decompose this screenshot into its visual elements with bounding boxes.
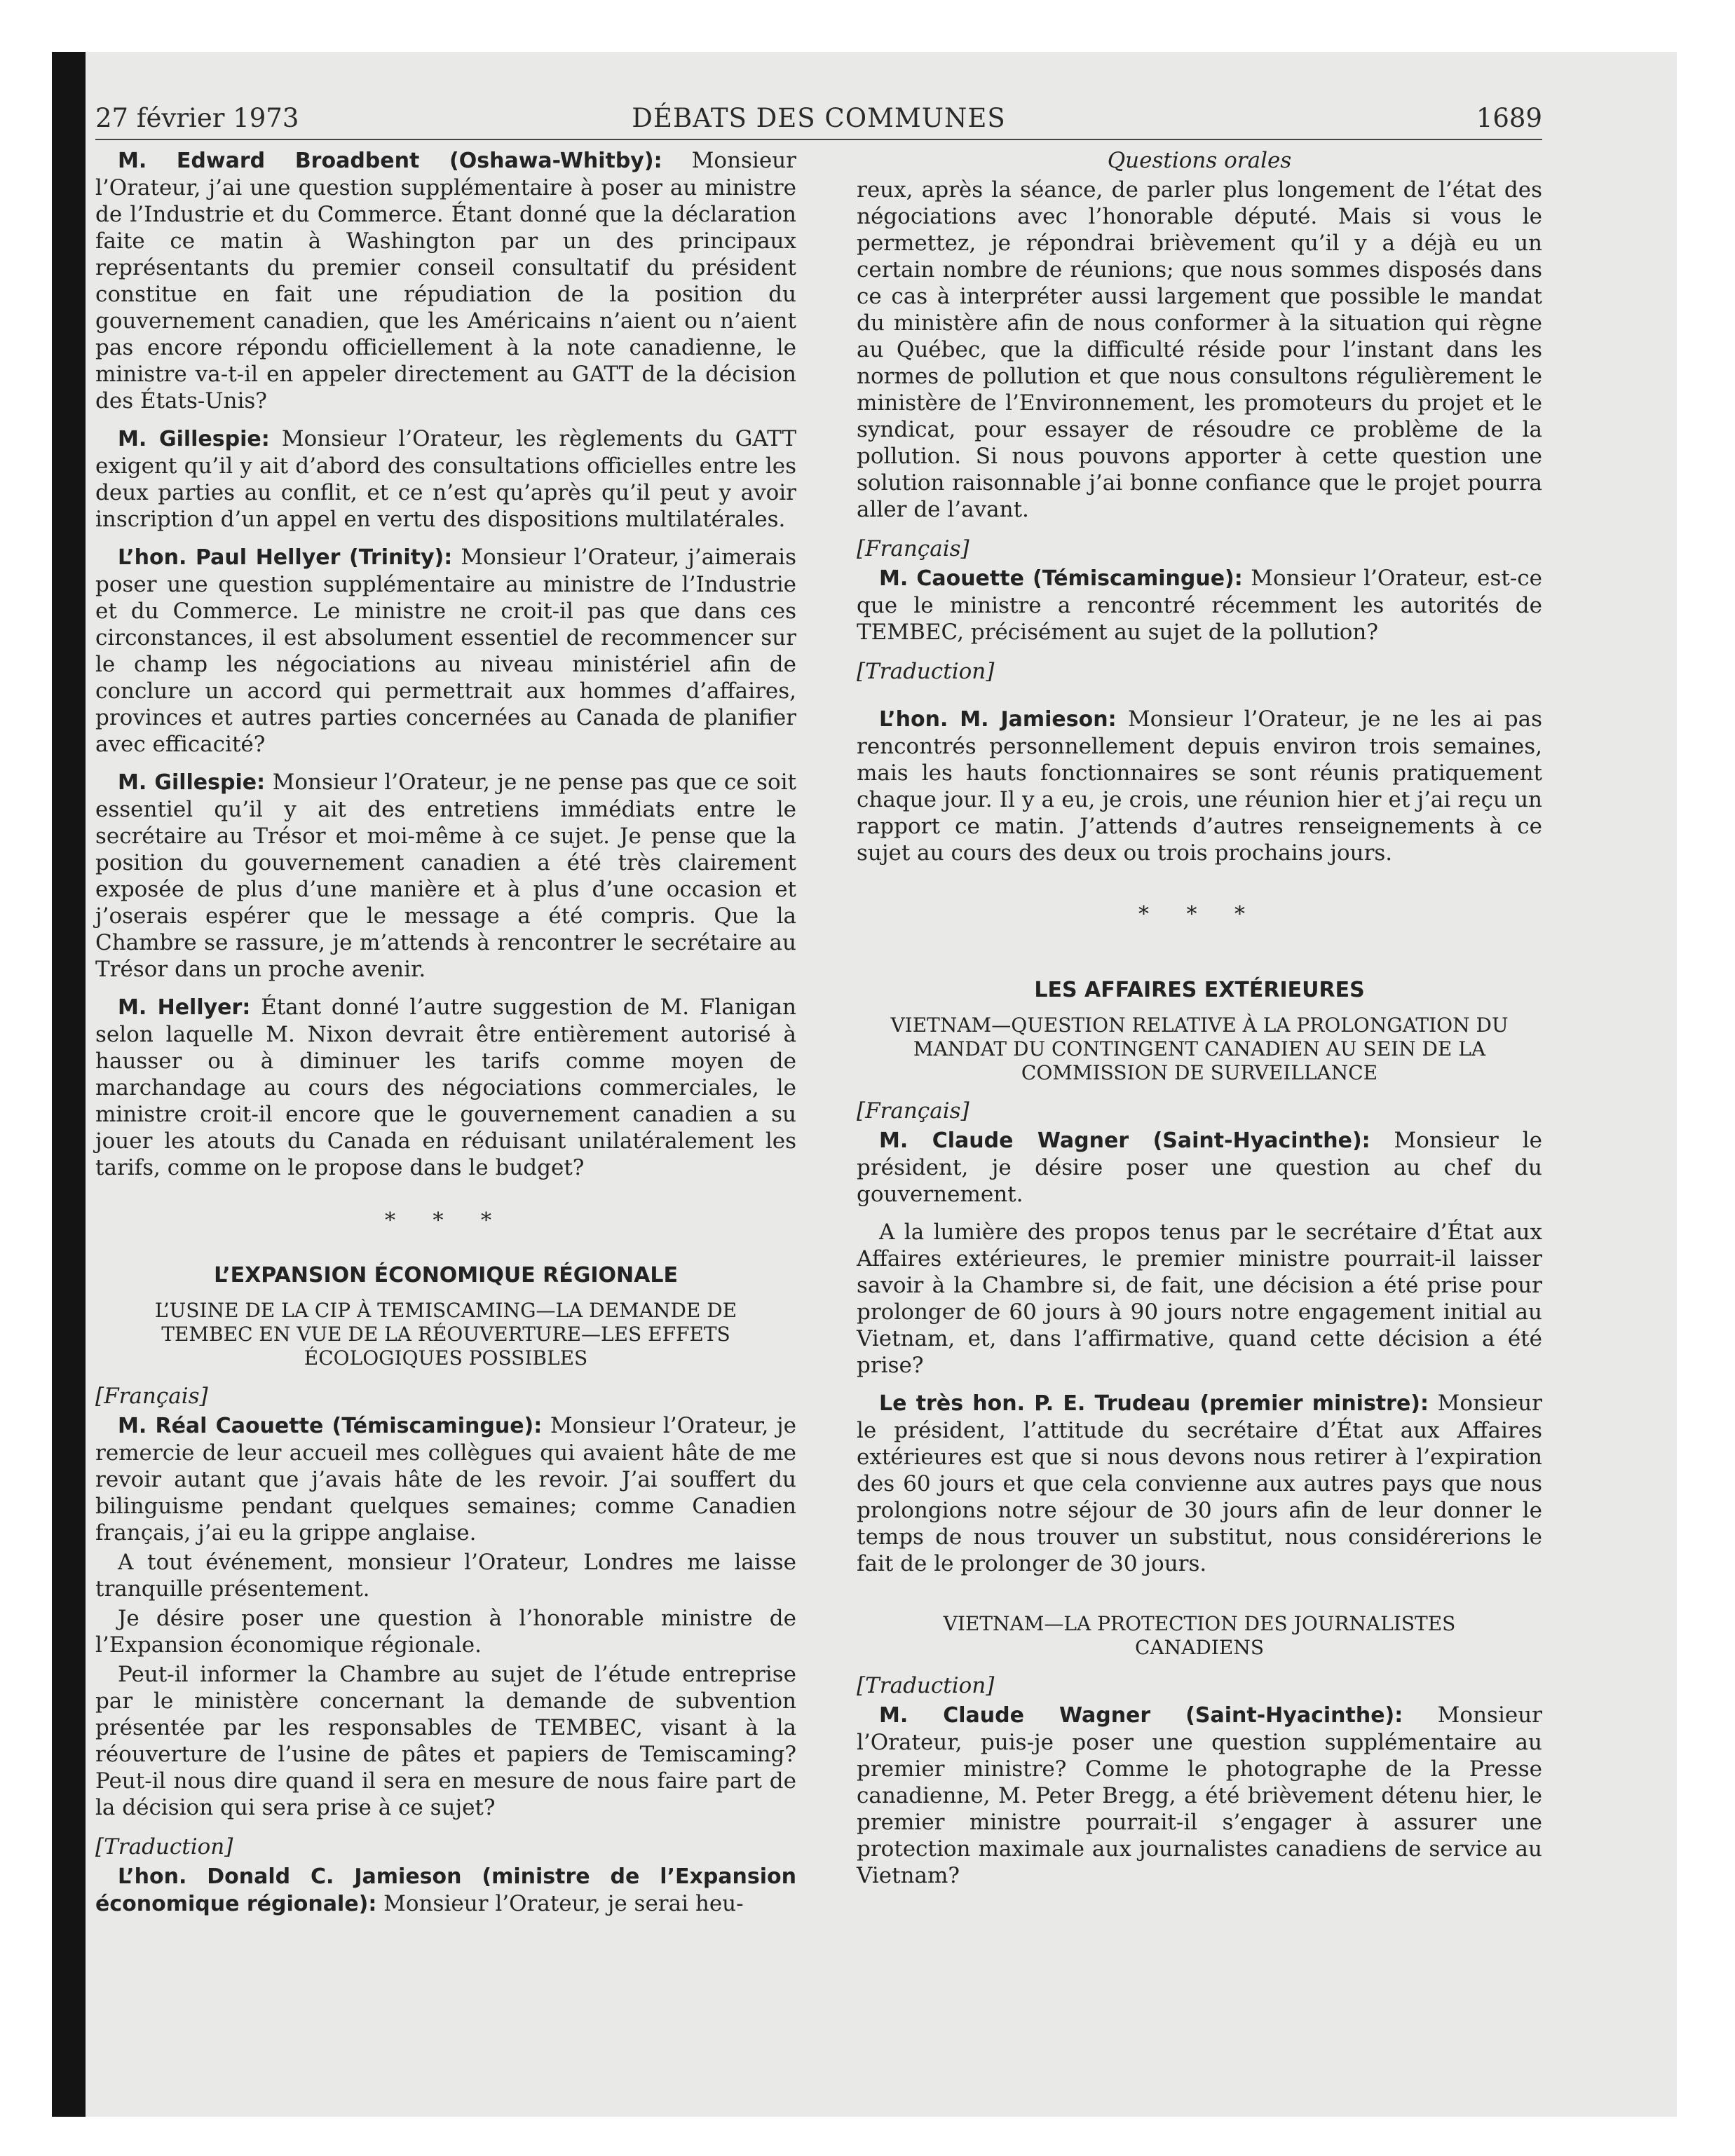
paragraph [95,1412,796,1546]
paragraph: A tout événement, monsieur l’Orateur, Londres me laisse tranquille présentement. [95,1550,796,1602]
speech-text: Monsieur l’Orateur, puis-je poser une question supplémentaire au premier ministre? Comme le photographe de la Presse canadienne, M. Peter Bregg, a été brièvement détenu hier, le premier ministre pourrait-il s’engager à assurer une protection maximale aux journalistes canadiens de service au Vietnam? [857,1703,1542,1888]
left-column [95,147,796,1929]
section-heading: LES AFFAIRES EXTÉRIEURES [1034,978,1365,1002]
language-tag: [Français] [95,1384,208,1409]
speaker-name: L’hon. Donald C. Jamieson (ministre de l’Expansion économique régionale): [95,1864,796,1916]
speech-text: Monsieur l’Orateur, est-ce que le ministre a rencontré récemment les autorités de TEMBEC, précisément au sujet de la pollution? [857,566,1542,645]
speech-text: Monsieur l’Orateur, j’ai une question supplémentaire à poser au ministre de l’Industrie et du Commerce. Étant donné que la déclaration faite ce matin à Washington par un des principaux représentants du premier conseil consultatif du président constitue en fait une répudiation de la position du gouvernement canadien, que les Américains n’aient ou n’aient pas encore répondu officiellement à la note canadienne, le ministre va-t-il en appeler directement au GATT de la décision des États-Unis? [95,148,796,414]
paragraph [857,1390,1542,1577]
speaker-name: M. Gillespie: [118,770,266,795]
header-title: DÉBATS DES COMMUNES [632,103,1006,133]
running-section-tag: Questions orales [1107,148,1292,173]
page-number: 1689 [1476,103,1542,133]
paragraph [95,544,796,758]
paragraph [95,147,796,414]
speech-text: Monsieur le président, l’attitude du secrétaire d’État aux Affaires extérieures est que si nous devons nous retirer à l’expiration des 60 jours et que cela convienne aux autres pays que nous prolongions notre séjour de 30 jours afin de leur donner le temps de nous trouver un substitut, nous considérerions le fait de le prolonger de 30 jours. [857,1391,1542,1576]
speech-text: Monsieur le président, je désire poser une question au chef du gouvernement. [857,1128,1542,1207]
sub-heading: VIETNAM—LA PROTECTION DES JOURNALISTES CANADIENS [943,1612,1456,1659]
speech-text: Monsieur l’Orateur, je serai heu- [376,1891,744,1916]
paragraph [857,1702,1542,1889]
paragraph: A la lumière des propos tenus par le secrétaire d’État aux Affaires extérieures, le premier ministre pourrait-il laisser savoir à la Chambre si, de fait, une décision a été prise pour prolonger de 60 jours à 90 jours notre engagement initial au Vietnam, et, dans l’affirmative, quand cette décision a été prise? [857,1220,1542,1378]
paragraph [857,706,1542,866]
speaker-name: L’hon. Paul Hellyer (Trinity): [118,545,453,570]
page-header [95,88,1542,140]
language-tag: [Français] [857,536,969,561]
right-column [857,147,1542,1900]
paragraph [95,425,796,533]
language-tag: [Français] [857,1098,969,1124]
speech-text: Monsieur l’Orateur, je ne pense pas que ce soit essentiel qu’il y ait des entretiens immédiats entre le secrétaire au Trésor et moi-même à ce sujet. Je pense que la position du gouvernement canadien a été très clairement exposée de plus d’une manière et à plus d’une occasion et j’oserais espérer que le message a été compris. Que la Chambre se rassure, je m’attends à rencontrer le secrétaire au Trésor dans un proche avenir. [95,770,796,982]
paragraph: Peut-il informer la Chambre au sujet de l’étude entreprise par le ministère concernant la demande de subvention présentée par les responsables de TEMBEC, visant à la réouverture de l’usine de pâtes et papiers de Temiscaming? Peut-il nous dire quand il sera en mesure de nous faire part de la décision qui sera prise à ce sujet? [95,1662,796,1820]
speaker-name: M. Hellyer: [118,995,251,1020]
speech-text: Monsieur l’Orateur, les règlements du GATT exigent qu’il y ait d’abord des consultations officielles entre les deux parties au conflit, et ce n’est qu’après qu’il peut y avoir inscription d’un appel en vertu des dispositions multilatérales. [95,426,797,532]
speaker-name: L’hon. M. Jamieson: [879,707,1117,732]
section-separator: * * * [384,1208,508,1233]
paragraph [95,1863,796,1918]
paragraph [95,994,796,1181]
paragraph: Je désire poser une question à l’honorable ministre de l’Expansion économique régionale. [95,1606,796,1658]
language-tag: [Traduction] [857,1673,995,1698]
speech-text: Monsieur l’Orateur, je remercie de leur accueil mes collègues qui avaient hâte de me revoir autant que j’avais hâte de les revoir. J’ai souffert du bilinguisme pendant quelques semaines; comme Canadien français, j’ai eu la grippe anglaise. [95,1413,796,1546]
speaker-name: M. Réal Caouette (Témiscamingue): [118,1414,543,1438]
header-date: 27 février 1973 [95,103,299,133]
speaker-name: Le très hon. P. E. Trudeau (premier ministre): [879,1391,1429,1416]
binding-edge [52,52,86,2117]
paragraph [95,769,796,983]
sub-heading: L’USINE DE LA CIP À TEMISCAMING—LA DEMANDE DE TEMBEC EN VUE DE LA RÉOUVERTURE—LES EFFETS ÉCOLOGIQUES POSSIBLES [154,1299,737,1370]
paragraph [857,1127,1542,1208]
speech-text: Étant donné l’autre suggestion de M. Flanigan selon laquelle M. Nixon devrait être entièrement autorisé à hausser ou à diminuer les tarifs comme moyen de marchandage au cours des négociations commerciales, le ministre croit-il encore que le gouvernement canadien a su jouer les atouts du Canada en réduisant unilatéralement les tarifs, comme on le propose dans le budget? [95,995,796,1180]
speech-text: Monsieur l’Orateur, j’aimerais poser une question supplémentaire au ministre de l’Industrie et du Commerce. Le ministre ne croit-il pas que dans ces circonstances, il est absolument essentiel de recommencer sur le champ les négociations au niveau ministériel afin de conclure un accord qui permettrait aux hommes d’affaires, provinces et autres parties concernées au Canada de planifier avec efficacité? [95,545,796,757]
paragraph [857,565,1542,646]
section-separator: * * * [1138,902,1261,927]
language-tag: [Traduction] [95,1834,233,1860]
speech-text: Monsieur l’Orateur, je ne les ai pas rencontrés personnellement depuis environ trois semaines, mais les hauts fonctionnaires se sont réunis pratiquement chaque jour. Il y a eu, je crois, une réunion hier et j’ai reçu un rapport ce matin. J’attends d’autres renseignements à ce sujet au cours des deux ou trois prochains jours. [857,707,1543,866]
speaker-name: M. Caouette (Témiscamingue): [879,566,1243,591]
speaker-name: M. Gillespie: [118,427,270,451]
speaker-name: M. Edward Broadbent (Oshawa-Whitby): [118,149,662,173]
speaker-name: M. Claude Wagner (Saint-Hyacinthe): [879,1128,1370,1153]
section-heading: L’EXPANSION ÉCONOMIQUE RÉGIONALE [214,1263,678,1288]
speaker-name: M. Claude Wagner (Saint-Hyacinthe): [879,1703,1403,1728]
paragraph: reux, après la séance, de parler plus longement de l’état des négociations avec l’honorable député. Mais si vous le permettez, je répondrai brièvement qu’il y a déjà eu un certain nombre de réunions; que nous sommes disposés dans ce cas à interpréter aussi largement que possible le mandat du ministère afin de nous conformer à la situation qui règne au Québec, que la difficulté réside pour l’instant dans les normes de pollution et que nous consultons régulièrement le ministère de l’Environnement, les promoteurs du projet et le syndicat, pour essayer de résoudre ce problème de la pollution. Si nous pouvons apporter à cette question une solution raisonnable j’ai bonne confiance que le projet pourra aller de l’avant. [857,177,1542,522]
language-tag: [Traduction] [857,659,995,684]
sub-heading: VIETNAM—QUESTION RELATIVE À LA PROLONGATION DU MANDAT DU CONTINGENT CANADIEN AU SEIN DE LA COMMISSION DE SURVEILLANCE [890,1014,1509,1084]
